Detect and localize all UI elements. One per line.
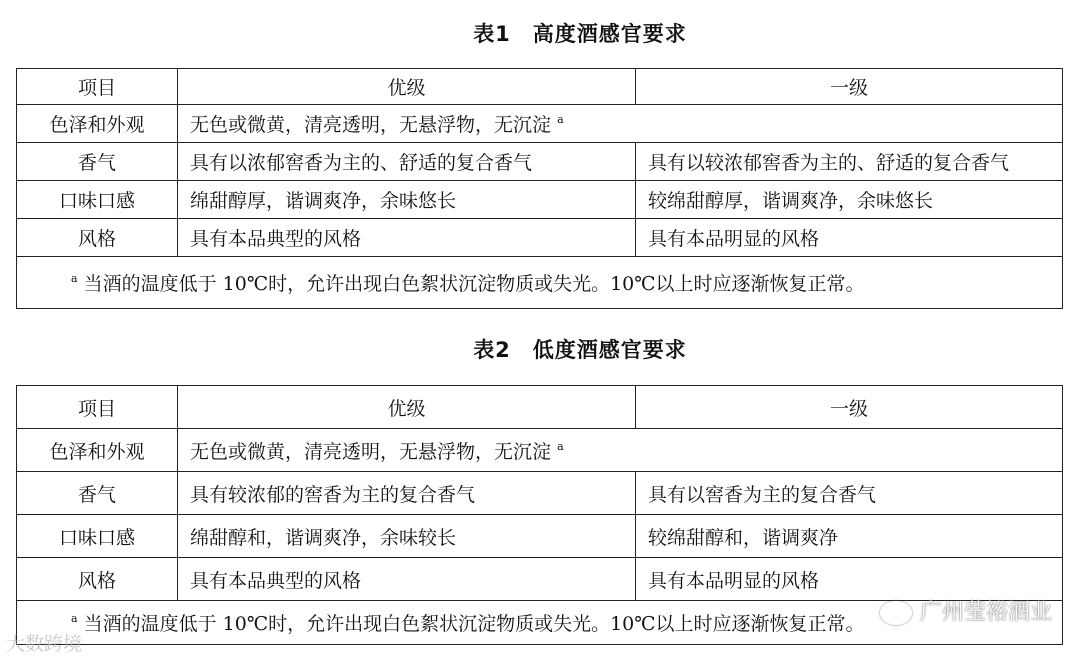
table-note: $^a$ 当酒的温度低于 10℃时，允许出现白色絮状沉淀物质或失光。10℃以上时应逐渐恢复正常。 [17,257,1063,309]
row-first: 具有以窖香为主的复合香气 [636,472,1063,515]
table1 [16,68,1063,309]
table-note-row [17,257,1063,309]
row-first: 具有本品明显的风格 [636,219,1063,257]
header-premium: 优级 [178,69,636,105]
wechat-icon [880,601,912,625]
header-premium: 优级 [178,386,636,429]
row-premium: 具有以浓郁窖香为主的、舒适的复合香气 [178,143,636,181]
table-row [17,515,1063,558]
row-first: 较绵甜醇和，谐调爽净 [636,515,1063,558]
watermark-right: 广州莹裕酒业 [880,595,1052,626]
row-item: 香气 [17,472,178,515]
row-item: 风格 [17,558,178,601]
footnote-marker: a [557,439,564,453]
table-row [17,143,1063,181]
table-row [17,181,1063,219]
row-item: 香气 [17,143,178,181]
header-item: 项目 [17,386,178,429]
footnote-marker: a [557,113,564,126]
table-row [17,105,1063,143]
table-row [17,429,1063,472]
row-item: 口味口感 [17,181,178,219]
row-premium: 具有本品典型的风格 [178,558,636,601]
row-premium: 具有本品典型的风格 [178,219,636,257]
table-note: $^a$ 当酒的温度低于 10℃时，允许出现白色絮状沉淀物质或失光。10℃以上时应逐渐恢复正常。 [17,601,1063,645]
header-first: 一级 [636,69,1063,105]
row-merged-value: 无色或微黄，清亮透明，无悬浮物，无沉淀 $^a$ [178,105,1063,143]
row-premium: 绵甜醇和，谐调爽净，余味较长 [178,515,636,558]
table-header-row [17,69,1063,105]
table-row [17,219,1063,257]
table2-title: 表2 低度酒感官要求 [473,338,687,362]
table1-title: 表1 高度酒感官要求 [473,22,687,46]
row-first: 具有本品明显的风格 [636,558,1063,601]
footnote-marker: a [71,272,78,285]
row-first: 具有以较浓郁窖香为主的、舒适的复合香气 [636,143,1063,181]
header-item: 项目 [17,69,178,105]
watermark-left: 大数跨境 [6,633,83,655]
row-first: 较绵甜醇厚，谐调爽净，余味悠长 [636,181,1063,219]
header-first: 一级 [636,386,1063,429]
row-merged-value: 无色或微黄，清亮透明，无悬浮物，无沉淀 $^a$ [178,429,1063,472]
row-premium: 具有较浓郁的窖香为主的复合香气 [178,472,636,515]
footnote-marker: a [71,612,78,625]
row-item: 色泽和外观 [17,429,178,472]
row-item: 色泽和外观 [17,105,178,143]
table-header-row [17,386,1063,429]
row-item: 风格 [17,219,178,257]
row-premium: 绵甜醇厚，谐调爽净，余味悠长 [178,181,636,219]
row-item: 口味口感 [17,515,178,558]
table-row [17,472,1063,515]
